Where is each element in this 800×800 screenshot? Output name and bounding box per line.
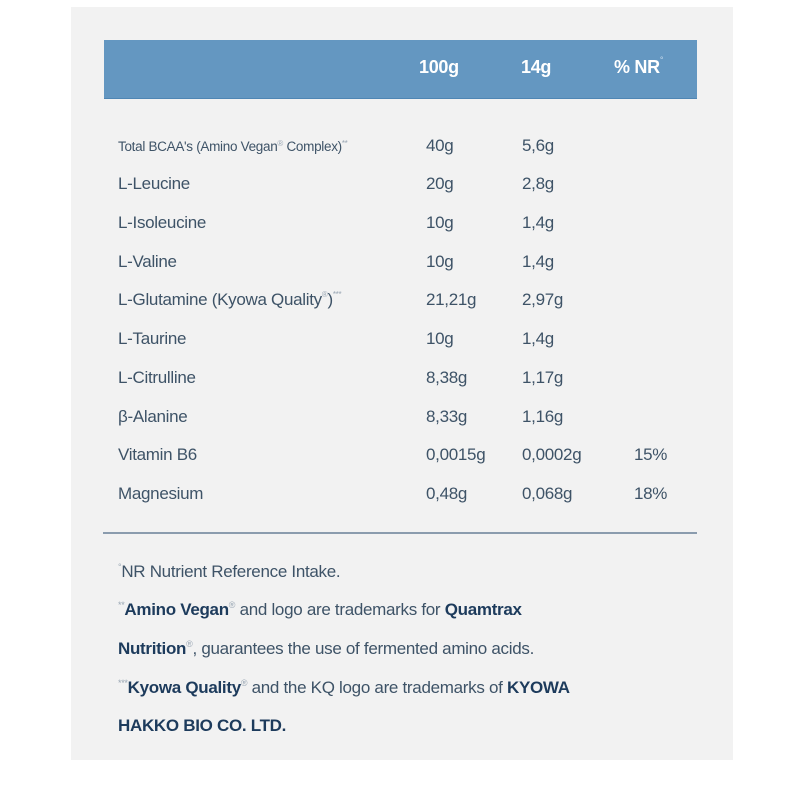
table-row [71, 213, 733, 243]
value-14g: 1,4g [522, 252, 554, 271]
value-100g: 10g [426, 252, 454, 271]
value-100g: 10g [426, 329, 454, 348]
value-100g: 0,0015g [426, 445, 486, 464]
value-100g: 10g [426, 213, 454, 232]
value-100g: 21,21g [426, 290, 477, 309]
degree-mark: ° [659, 55, 664, 65]
row-label: L-Valine [118, 252, 177, 271]
footnote-amino-vegan-cont: Nutrition®, guarantees the use of fermented amino acids. [118, 639, 534, 658]
table-row [71, 136, 733, 166]
table-row [71, 368, 733, 398]
value-14g: 1,16g [522, 407, 564, 426]
header-nr-label: % NR [614, 57, 660, 77]
header-nr [614, 57, 663, 78]
nutrition-panel [71, 7, 733, 760]
table-row [71, 174, 733, 204]
value-100g: 8,38g [426, 368, 468, 387]
value-nr: 18% [634, 484, 668, 503]
table-row [71, 290, 733, 320]
row-label: L-Leucine [118, 174, 190, 193]
value-100g: 8,33g [426, 407, 468, 426]
row-label: L-Taurine [118, 329, 187, 348]
value-100g: 0,48g [426, 484, 468, 503]
table-row [71, 407, 733, 437]
section-divider [103, 532, 697, 534]
row-label: L-Isoleucine [118, 213, 207, 232]
footnote-kyowa-cont: HAKKO BIO CO. LTD. [118, 716, 287, 735]
table-row [71, 484, 733, 514]
footnote-nr: °NR Nutrient Reference Intake. [118, 562, 341, 581]
row-label: L-Glutamine (Kyowa Quality®)*** [118, 290, 342, 309]
header-14g: 14g [521, 57, 552, 77]
footnote-amino-vegan: **Amino Vegan® and logo are trademarks for Quamtrax [118, 600, 522, 619]
value-nr: 15% [634, 445, 668, 464]
value-100g: 40g [426, 136, 454, 155]
value-14g: 1,4g [522, 213, 554, 232]
header-100g: 100g [419, 57, 459, 77]
value-14g: 5,6g [522, 136, 554, 155]
value-14g: 1,4g [522, 329, 554, 348]
value-14g: 1,17g [522, 368, 564, 387]
row-label: Vitamin B6 [118, 445, 197, 464]
table-row [71, 445, 733, 475]
value-14g: 0,0002g [522, 445, 582, 464]
value-100g: 20g [426, 174, 454, 193]
value-14g: 0,068g [522, 484, 573, 503]
row-label: β-Alanine [118, 407, 188, 426]
row-label: Magnesium [118, 484, 204, 503]
row-label: Total BCAA's (Amino Vegan® Complex)** [118, 139, 348, 154]
table-row [71, 329, 733, 359]
row-label: L-Citrulline [118, 368, 196, 387]
value-14g: 2,8g [522, 174, 554, 193]
table-header [104, 40, 697, 99]
table-row [71, 252, 733, 282]
footnote-kyowa: ***Kyowa Quality® and the KQ logo are trademarks of KYOWA [118, 678, 570, 697]
value-14g: 2,97g [522, 290, 564, 309]
